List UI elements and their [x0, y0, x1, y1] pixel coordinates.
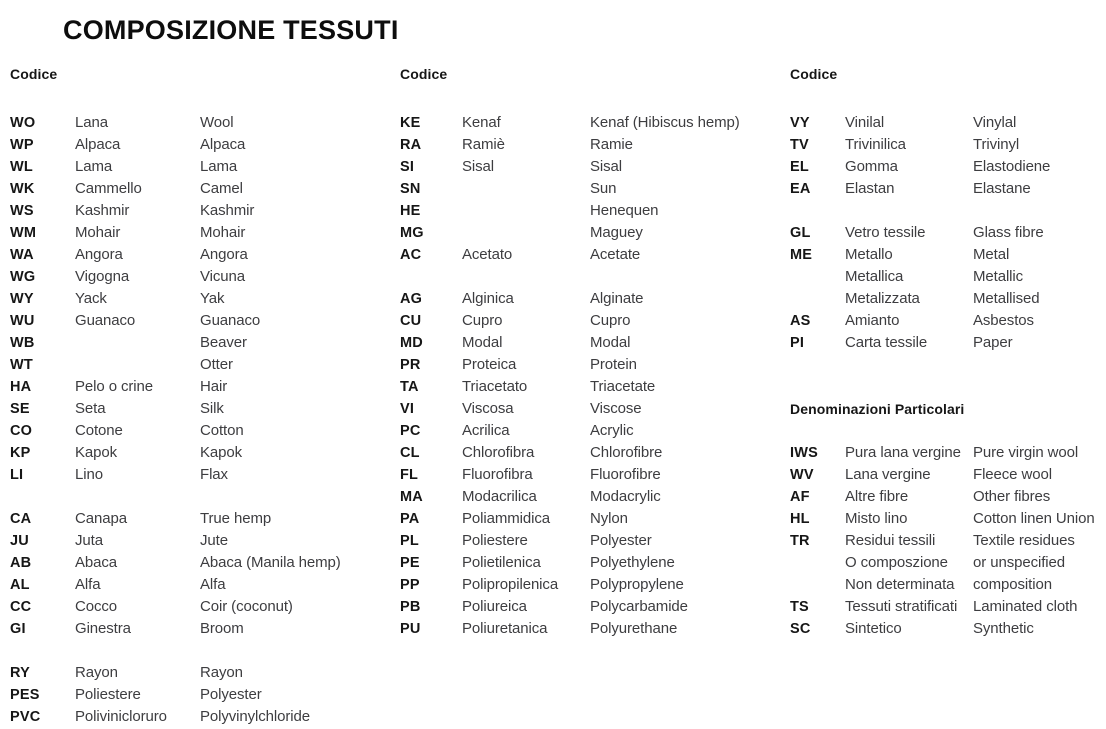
- table-row: [400, 112, 785, 134]
- codes-column-natural-fibres: [10, 66, 341, 725]
- fiber-name-english: Modacrylic: [590, 488, 661, 505]
- table-row: [10, 464, 380, 486]
- fiber-name-italian: Pura lana vergine: [845, 444, 961, 461]
- fiber-name-italian: Metalizzata: [845, 290, 920, 307]
- table-row: [400, 200, 785, 222]
- fiber-name-english: Polyester: [200, 686, 262, 703]
- fiber-name-italian: Acetato: [462, 246, 513, 263]
- fiber-name-english: Coir (coconut): [200, 598, 293, 615]
- table-row: [400, 596, 785, 618]
- fiber-name-italian: Poliuretanica: [462, 620, 548, 637]
- table-row: [10, 200, 380, 222]
- fiber-name-english: Polyvinylchloride: [200, 708, 311, 725]
- fiber-name-italian: Non determinata: [845, 576, 955, 593]
- column-header: Codice: [400, 66, 448, 82]
- table-row: [400, 310, 785, 332]
- fiber-name-english: Lama: [200, 158, 238, 175]
- table-row: [10, 662, 380, 684]
- fiber-code: PL: [400, 533, 419, 549]
- table-row: [10, 684, 380, 706]
- table-row: [790, 244, 1106, 266]
- fiber-code: WS: [10, 203, 34, 219]
- fiber-name-english: Metallised: [973, 290, 1040, 307]
- table-row: [400, 222, 785, 244]
- fiber-name-english: Kenaf (Hibiscus hemp): [590, 114, 740, 131]
- fiber-name-english: or unspecified: [973, 554, 1065, 571]
- fiber-name-english: composition: [973, 576, 1052, 593]
- fiber-name-english: Vicuna: [200, 268, 245, 285]
- fiber-name-english: Polyester: [590, 532, 652, 549]
- fiber-name-italian: Kenaf: [462, 114, 501, 131]
- table-row: [790, 134, 1106, 156]
- fiber-code: PR: [400, 357, 421, 373]
- fiber-name-english: Otter: [200, 356, 233, 373]
- fiber-code: HE: [400, 203, 421, 219]
- table-row: [790, 112, 1106, 134]
- fiber-code: [790, 266, 845, 288]
- table-row: [10, 376, 380, 398]
- fiber-name-english: True hemp: [200, 510, 272, 527]
- table-row: [10, 530, 380, 552]
- fiber-code: WY: [10, 291, 34, 307]
- fiber-code: SC: [790, 621, 811, 637]
- fiber-name-italian: Chlorofibra: [462, 444, 535, 461]
- fiber-name-italian: Poliestere: [75, 686, 141, 703]
- fiber-name-english: Abaca (Manila hemp): [200, 554, 341, 571]
- fiber-code: PES: [10, 687, 40, 703]
- fiber-name-italian: Elastan: [845, 180, 895, 197]
- fiber-name-english: Textile residues: [973, 532, 1075, 549]
- fiber-name-english: Kashmir: [200, 202, 255, 219]
- fiber-name-english: Metal: [973, 246, 1010, 263]
- fiber-name-english: Henequen: [590, 202, 659, 219]
- table-row: [400, 244, 785, 266]
- fiber-code: CO: [10, 423, 33, 439]
- fiber-name-english: Cotton linen Union: [973, 510, 1095, 527]
- fiber-name-italian: Lino: [75, 466, 103, 483]
- fiber-name-english: Sisal: [590, 158, 623, 175]
- table-row: [400, 420, 785, 442]
- fiber-code: WU: [10, 313, 35, 329]
- table-row: [400, 508, 785, 530]
- fiber-code: SI: [400, 159, 415, 175]
- fiber-name-english: Nylon: [590, 510, 628, 527]
- fiber-name-english: Elastane: [973, 180, 1031, 197]
- fiber-name-italian: Carta tessile: [845, 334, 928, 351]
- fiber-code: CL: [400, 445, 420, 461]
- fiber-name-italian: Angora: [75, 246, 123, 263]
- fiber-name-english: Polyurethane: [590, 620, 678, 637]
- fiber-name-italian: Polivinicloruro: [75, 708, 167, 725]
- fiber-code: FL: [400, 467, 419, 483]
- table-row: [400, 288, 785, 310]
- table-row: [400, 178, 785, 200]
- fiber-name-italian: Lana vergine: [845, 466, 931, 483]
- fiber-name-english: Cupro: [590, 312, 631, 329]
- spacer-row: [10, 486, 380, 508]
- fiber-code: AC: [400, 247, 422, 263]
- fiber-name-italian: Guanaco: [75, 312, 136, 329]
- fiber-name-english: Silk: [200, 400, 224, 417]
- fiber-code: LI: [10, 467, 24, 483]
- fiber-code: EL: [790, 159, 809, 175]
- fiber-name-italian: Cocco: [75, 598, 118, 615]
- fiber-name-english: Alginate: [590, 290, 644, 307]
- fiber-code: GI: [10, 621, 26, 637]
- page-title: COMPOSIZIONE TESSUTI: [63, 15, 399, 45]
- fiber-name-italian: [462, 200, 590, 222]
- table-row: [790, 618, 1106, 640]
- fiber-name-english: Triacetate: [590, 378, 656, 395]
- table-row: [400, 156, 785, 178]
- fiber-name-english: Paper: [973, 334, 1013, 351]
- fiber-name-english: Hair: [200, 378, 228, 395]
- fiber-name-english: Angora: [200, 246, 248, 263]
- fiber-code: ME: [790, 247, 813, 263]
- table-row: [400, 376, 785, 398]
- fiber-name-english: Polypropylene: [590, 576, 684, 593]
- fiber-name-italian: Abaca: [75, 554, 118, 571]
- fiber-name-italian: Yack: [75, 290, 107, 307]
- column-header: Codice: [790, 66, 838, 82]
- fiber-name-italian: Juta: [75, 532, 103, 549]
- fiber-name-english: Fleece wool: [973, 466, 1052, 483]
- fiber-code: RA: [400, 137, 422, 153]
- table-row: [790, 332, 1106, 354]
- fiber-name-italian: Ramiè: [462, 136, 505, 153]
- fiber-code: [790, 288, 845, 310]
- fiber-name-italian: Vigogna: [75, 268, 130, 285]
- fiber-code: WP: [10, 137, 34, 153]
- fiber-name-italian: Poliammidica: [462, 510, 550, 527]
- fiber-name-italian: Misto lino: [845, 510, 908, 527]
- fiber-code: AS: [790, 313, 811, 329]
- fiber-name-english: Laminated cloth: [973, 598, 1078, 615]
- fiber-code: WB: [10, 335, 35, 351]
- table-row: [10, 398, 380, 420]
- fiber-name-italian: Residui tessili: [845, 532, 936, 549]
- fiber-code: PI: [790, 335, 805, 351]
- spacer-row: [790, 354, 1106, 376]
- fiber-code: IWS: [790, 445, 818, 461]
- table-row: [10, 332, 380, 354]
- fiber-name-english: Flax: [200, 466, 228, 483]
- table-row: [400, 134, 785, 156]
- table-row: [790, 442, 1106, 464]
- fiber-name-italian: Metallo: [845, 246, 893, 263]
- fiber-code: WL: [10, 159, 33, 175]
- fiber-name-english: Synthetic: [973, 620, 1034, 637]
- fiber-code: WM: [10, 225, 37, 241]
- table-row: [400, 530, 785, 552]
- table-row: [10, 156, 380, 178]
- fiber-code: SE: [10, 401, 30, 417]
- fiber-code: AB: [10, 555, 32, 571]
- table-row: [790, 222, 1106, 244]
- fiber-code: AG: [400, 291, 423, 307]
- fiber-name-italian: Sintetico: [845, 620, 902, 637]
- table-row: [10, 508, 380, 530]
- table-row: [790, 156, 1106, 178]
- table-row: [400, 354, 785, 376]
- fiber-code: WK: [10, 181, 35, 197]
- fiber-name-english: Acrylic: [590, 422, 634, 439]
- fiber-code: MG: [400, 225, 424, 241]
- fiber-code: WG: [10, 269, 36, 285]
- table-row: [10, 288, 380, 310]
- table-row: [400, 442, 785, 464]
- table-row: [400, 552, 785, 574]
- table-row: [400, 486, 785, 508]
- fiber-name-english: Elastodiene: [973, 158, 1051, 175]
- fiber-name-italian: Canapa: [75, 510, 127, 527]
- table-row: [400, 398, 785, 420]
- table-row: [10, 354, 380, 376]
- fiber-name-italian: Cammello: [75, 180, 142, 197]
- table-row: [790, 310, 1106, 332]
- spacer-row: [790, 376, 1106, 398]
- fiber-name-italian: Acrilica: [462, 422, 510, 439]
- fiber-code: AF: [790, 489, 810, 505]
- fiber-name-english: Chlorofibre: [590, 444, 663, 461]
- fiber-name-italian: Alfa: [75, 576, 101, 593]
- fiber-code: MD: [400, 335, 423, 351]
- fiber-code: VY: [790, 115, 810, 131]
- fiber-code: PC: [400, 423, 421, 439]
- fiber-name-english: Polyethylene: [590, 554, 675, 571]
- fiber-name-italian: Polipropilenica: [462, 576, 559, 593]
- table-row: [790, 530, 1106, 552]
- fiber-code: TV: [790, 137, 809, 153]
- fiber-name-italian: Proteica: [462, 356, 517, 373]
- fiber-name-italian: Metallica: [845, 268, 904, 285]
- table-row: [400, 464, 785, 486]
- fiber-code: [790, 574, 845, 596]
- fiber-name-english: Maguey: [590, 224, 643, 241]
- fiber-code: PP: [400, 577, 420, 593]
- fiber-code: WV: [790, 467, 814, 483]
- fiber-name-english: Acetate: [590, 246, 641, 263]
- fiber-code: PE: [400, 555, 420, 571]
- fiber-name-italian: Altre fibre: [845, 488, 909, 505]
- fiber-code: [790, 552, 845, 574]
- fiber-name-italian: Lama: [75, 158, 113, 175]
- table-row: [790, 266, 1106, 288]
- fiber-name-italian: Sisal: [462, 158, 495, 175]
- fiber-name-english: Yak: [200, 290, 225, 307]
- table-row: [10, 134, 380, 156]
- fiber-name-english: Beaver: [200, 334, 247, 351]
- spacer-row: [10, 640, 380, 662]
- table-row: [790, 574, 1106, 596]
- code-rows: [10, 112, 380, 728]
- fiber-name-english: Glass fibre: [973, 224, 1044, 241]
- fiber-code: TA: [400, 379, 419, 395]
- fiber-name-english: Ramie: [590, 136, 633, 153]
- fiber-name-italian: Poliureica: [462, 598, 527, 615]
- fiber-code: SN: [400, 181, 421, 197]
- table-row: [10, 178, 380, 200]
- fiber-name-italian: Vetro tessile: [845, 224, 926, 241]
- fiber-name-italian: O composzione: [845, 554, 948, 571]
- fiber-code: PVC: [10, 709, 41, 725]
- fiber-code: GL: [790, 225, 811, 241]
- table-row: [790, 552, 1106, 574]
- table-row: [790, 508, 1106, 530]
- fiber-code: HL: [790, 511, 810, 527]
- fiber-name-italian: Trivinilica: [845, 136, 906, 153]
- fiber-code: PA: [400, 511, 420, 527]
- table-row: [10, 706, 380, 728]
- code-rows: [790, 112, 1106, 640]
- fiber-name-english: Trivinyl: [973, 136, 1020, 153]
- fiber-name-english: Sun: [590, 180, 617, 197]
- fiber-name-english: Asbestos: [973, 312, 1034, 329]
- table-row: [10, 266, 380, 288]
- fiber-code: EA: [790, 181, 811, 197]
- table-row: [790, 596, 1106, 618]
- fiber-code: TR: [790, 533, 810, 549]
- table-row: [790, 178, 1106, 200]
- spacer-row: [790, 200, 1106, 222]
- table-row: [10, 112, 380, 134]
- fiber-name-italian: Amianto: [845, 312, 900, 329]
- fiber-name-english: Fluorofibre: [590, 466, 661, 483]
- fiber-name-english: Protein: [590, 356, 637, 373]
- table-row: [10, 442, 380, 464]
- fiber-name-italian: Gomma: [845, 158, 898, 175]
- section-header: Denominazioni Particolari: [790, 401, 965, 417]
- fiber-code: HA: [10, 379, 32, 395]
- fiber-name-english: Metallic: [973, 268, 1024, 285]
- fiber-name-english: Jute: [200, 532, 228, 549]
- fiber-code: MA: [400, 489, 423, 505]
- fiber-code: CA: [10, 511, 32, 527]
- fiber-name-italian: [75, 332, 200, 354]
- fiber-name-italian: [75, 354, 200, 376]
- fiber-code: KP: [10, 445, 31, 461]
- fiber-name-italian: Poliestere: [462, 532, 528, 549]
- table-row: [790, 464, 1106, 486]
- fiber-code: CU: [400, 313, 422, 329]
- fiber-name-italian: Modacrilica: [462, 488, 537, 505]
- fiber-name-english: Other fibres: [973, 488, 1051, 505]
- fiber-name-italian: Lana: [75, 114, 108, 131]
- fiber-name-italian: Vinilal: [845, 114, 885, 131]
- table-row: [10, 310, 380, 332]
- fiber-name-english: Guanaco: [200, 312, 261, 329]
- fiber-code: WT: [10, 357, 33, 373]
- fiber-name-english: Wool: [200, 114, 234, 131]
- fiber-code: WA: [10, 247, 34, 263]
- fiber-name-italian: Fluorofibra: [462, 466, 533, 483]
- fiber-name-italian: Triacetato: [462, 378, 528, 395]
- fiber-code: WO: [10, 115, 36, 131]
- fiber-name-italian: Viscosa: [462, 400, 514, 417]
- fiber-name-english: Alfa: [200, 576, 226, 593]
- fiber-name-english: Viscose: [590, 400, 642, 417]
- fiber-code: JU: [10, 533, 29, 549]
- fiber-name-english: Camel: [200, 180, 243, 197]
- fiber-name-italian: [462, 178, 590, 200]
- fiber-name-italian: Kapok: [75, 444, 118, 461]
- fiber-name-italian: Tessuti stratificati: [845, 598, 958, 615]
- table-row: [10, 222, 380, 244]
- column-header: Codice: [10, 66, 58, 82]
- fiber-name-italian: Seta: [75, 400, 106, 417]
- fiber-name-italian: Mohair: [75, 224, 121, 241]
- fiber-code: CC: [10, 599, 32, 615]
- table-row: [790, 288, 1106, 310]
- fiber-name-italian: Cupro: [462, 312, 503, 329]
- code-rows: [400, 112, 785, 640]
- fiber-code: VI: [400, 401, 415, 417]
- fiber-name-english: Broom: [200, 620, 244, 637]
- fiber-name-english: Modal: [590, 334, 631, 351]
- fiber-name-italian: Alpaca: [75, 136, 121, 153]
- table-row: [400, 618, 785, 640]
- fiber-name-english: Alpaca: [200, 136, 246, 153]
- fiber-code: TS: [790, 599, 809, 615]
- fiber-name-italian: Polietilenica: [462, 554, 541, 571]
- spacer-row: [400, 266, 785, 288]
- fiber-name-italian: Alginica: [462, 290, 514, 307]
- fiber-code: PU: [400, 621, 421, 637]
- fiber-name-italian: Rayon: [75, 664, 118, 681]
- fiber-name-english: Pure virgin wool: [973, 444, 1079, 461]
- table-row: [10, 552, 380, 574]
- table-row: [10, 244, 380, 266]
- fiber-name-italian: Pelo o crine: [75, 378, 154, 395]
- codes-column-synthetic-special: [790, 66, 1095, 637]
- fiber-name-english: Mohair: [200, 224, 246, 241]
- fiber-name-english: Cotton: [200, 422, 244, 439]
- spacer-row: [790, 420, 1106, 442]
- codes-column-plant-manmade-fibres: [400, 66, 740, 637]
- fiber-code: RY: [10, 665, 31, 681]
- fiber-name-italian: [462, 222, 590, 244]
- fiber-name-italian: Ginestra: [75, 620, 131, 637]
- fiber-code: AL: [10, 577, 30, 593]
- fiber-name-english: Rayon: [200, 664, 243, 681]
- fiber-name-english: Kapok: [200, 444, 243, 461]
- fiber-code: PB: [400, 599, 421, 615]
- table-row: [400, 574, 785, 596]
- table-row: [10, 596, 380, 618]
- fiber-name-italian: Cotone: [75, 422, 123, 439]
- fiber-code: KE: [400, 115, 421, 131]
- table-row: [790, 486, 1106, 508]
- fiber-name-italian: Modal: [462, 334, 503, 351]
- fiber-name-english: Vinylal: [973, 114, 1017, 131]
- table-row: [10, 420, 380, 442]
- table-row: [10, 618, 380, 640]
- table-row: [10, 574, 380, 596]
- fiber-name-italian: Kashmir: [75, 202, 130, 219]
- table-row: [400, 332, 785, 354]
- fiber-name-english: Polycarbamide: [590, 598, 688, 615]
